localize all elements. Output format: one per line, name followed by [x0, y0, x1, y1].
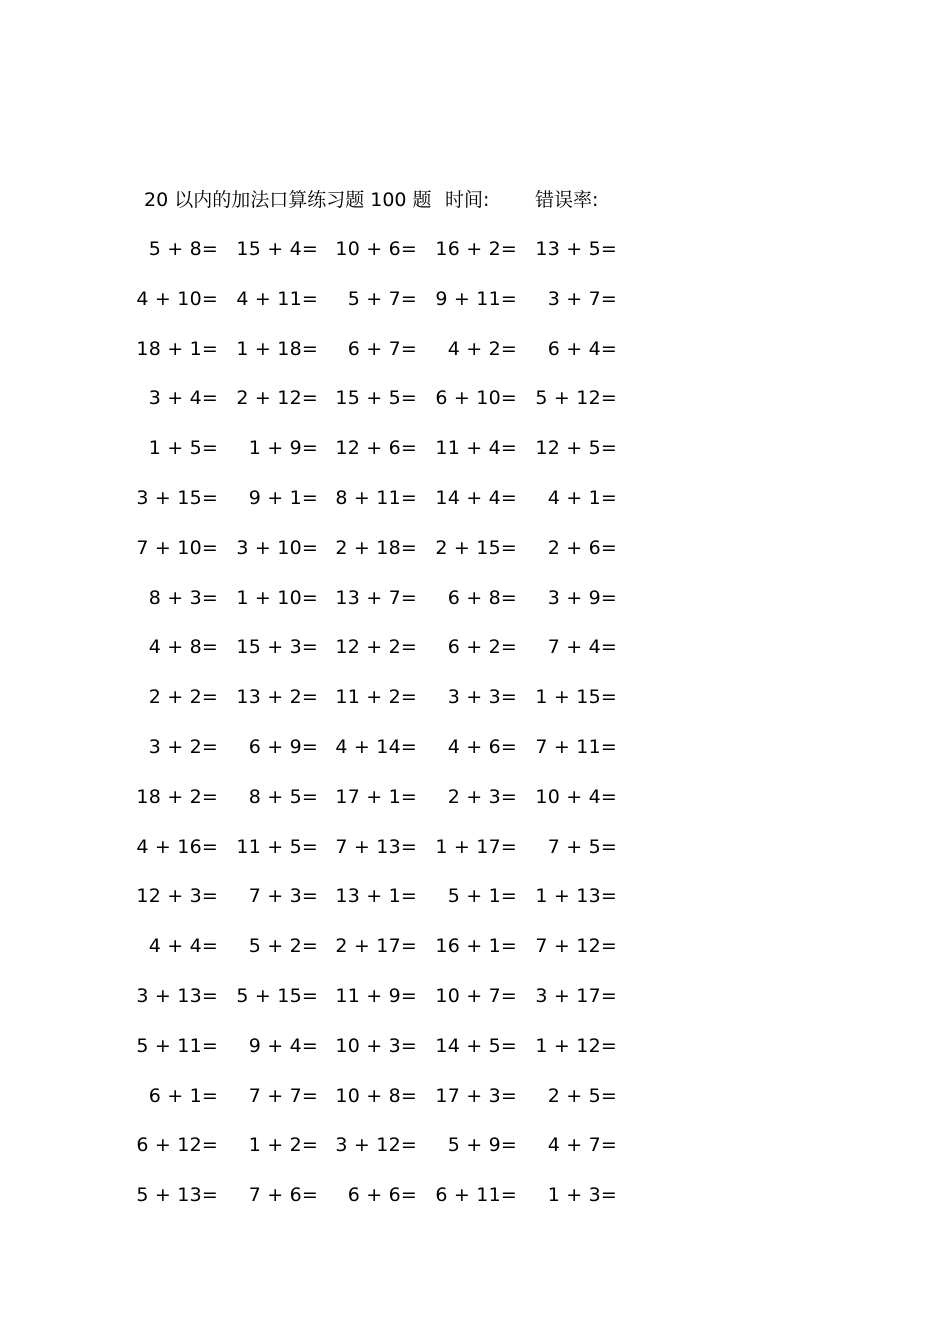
- problem-item: 6 + 11=: [435, 1184, 517, 1207]
- problem-item: 9 + 11=: [435, 287, 517, 310]
- problem-item: 7 + 6=: [248, 1184, 318, 1207]
- problem-item: 1 + 15=: [535, 686, 617, 709]
- problem-item: 4 + 8=: [148, 636, 218, 659]
- problem-item: 5 + 9=: [447, 1134, 517, 1157]
- problem-item: 16 + 2=: [435, 238, 517, 260]
- problem-item: 4 + 10=: [136, 287, 218, 310]
- problem-item: 10 + 3=: [335, 1034, 417, 1057]
- problem-item: 7 + 3=: [248, 885, 318, 908]
- problem-item: 2 + 18=: [335, 536, 417, 559]
- problem-item: 7 + 12=: [535, 935, 617, 958]
- problem-item: 14 + 5=: [435, 1034, 517, 1057]
- problem-item: 1 + 13=: [535, 885, 617, 908]
- problem-item: 12 + 3=: [136, 885, 218, 908]
- problem-item: 2 + 2=: [148, 686, 218, 709]
- problem-item: 2 + 12=: [236, 387, 318, 410]
- problem-item: 6 + 6=: [347, 1184, 417, 1207]
- problem-item: 1 + 18=: [236, 337, 318, 360]
- problem-item: 5 + 13=: [136, 1184, 218, 1207]
- problem-item: 11 + 5=: [236, 835, 318, 858]
- problem-item: 9 + 4=: [248, 1034, 318, 1057]
- problem-item: 1 + 12=: [535, 1034, 617, 1057]
- problem-item: 6 + 2=: [447, 636, 517, 659]
- problem-item: 3 + 10=: [236, 536, 318, 559]
- problem-item: 7 + 7=: [248, 1084, 318, 1107]
- problem-item: 8 + 3=: [148, 586, 218, 609]
- problem-item: 3 + 9=: [547, 586, 617, 609]
- problem-item: 7 + 11=: [535, 736, 617, 758]
- problem-item: 5 + 11=: [136, 1034, 218, 1057]
- problem-item: 5 + 15=: [236, 985, 318, 1007]
- problem-item: 11 + 4=: [435, 437, 517, 460]
- problem-item: 8 + 5=: [248, 785, 318, 808]
- problem-item: 18 + 1=: [136, 337, 218, 360]
- problem-item: 6 + 7=: [347, 337, 417, 360]
- problem-item: 3 + 7=: [547, 287, 617, 310]
- problem-item: 4 + 7=: [547, 1134, 617, 1157]
- problem-item: 13 + 5=: [535, 238, 617, 260]
- problem-item: 3 + 12=: [335, 1134, 417, 1157]
- problem-item: 3 + 2=: [148, 736, 218, 758]
- problem-item: 2 + 5=: [547, 1084, 617, 1107]
- problem-item: 6 + 9=: [248, 736, 318, 758]
- problem-item: 9 + 1=: [248, 487, 318, 509]
- problem-item: 1 + 3=: [547, 1184, 617, 1207]
- problem-item: 5 + 2=: [248, 935, 318, 958]
- problem-item: 2 + 3=: [447, 785, 517, 808]
- problem-item: 11 + 9=: [335, 985, 417, 1007]
- problem-item: 3 + 13=: [136, 985, 218, 1007]
- problem-item: 18 + 2=: [136, 785, 218, 808]
- problem-item: 13 + 7=: [335, 586, 417, 609]
- problem-item: 1 + 9=: [248, 437, 318, 460]
- problem-item: 15 + 3=: [236, 636, 318, 659]
- problem-item: 7 + 13=: [335, 835, 417, 858]
- problem-item: 1 + 2=: [248, 1134, 318, 1157]
- problem-item: 15 + 4=: [236, 238, 318, 260]
- problem-item: 13 + 1=: [335, 885, 417, 908]
- problem-item: 17 + 1=: [335, 785, 417, 808]
- problem-item: 6 + 4=: [547, 337, 617, 360]
- problem-item: 3 + 4=: [148, 387, 218, 410]
- problem-item: 14 + 4=: [435, 487, 517, 509]
- problem-item: 7 + 4=: [547, 636, 617, 659]
- problem-item: 4 + 11=: [236, 287, 318, 310]
- problem-item: 4 + 16=: [136, 835, 218, 858]
- problem-item: 6 + 12=: [136, 1134, 218, 1157]
- problem-item: 4 + 4=: [148, 935, 218, 958]
- problem-item: 2 + 15=: [435, 536, 517, 559]
- worksheet-title: 20 以内的加法口算练习题 100 题: [144, 189, 432, 211]
- problem-item: 5 + 12=: [535, 387, 617, 410]
- problem-item: 1 + 17=: [435, 835, 517, 858]
- time-label: 时间:: [445, 189, 490, 211]
- problem-item: 4 + 14=: [335, 736, 417, 758]
- problem-item: 12 + 5=: [535, 437, 617, 460]
- problem-item: 2 + 17=: [335, 935, 417, 958]
- problem-item: 1 + 10=: [236, 586, 318, 609]
- problem-item: 10 + 8=: [335, 1084, 417, 1107]
- problem-item: 3 + 3=: [447, 686, 517, 709]
- problem-item: 5 + 8=: [148, 238, 218, 260]
- problem-item: 3 + 15=: [136, 487, 218, 509]
- problem-item: 2 + 6=: [547, 536, 617, 559]
- problem-item: 13 + 2=: [236, 686, 318, 709]
- problem-item: 10 + 6=: [335, 238, 417, 260]
- problem-item: 3 + 17=: [535, 985, 617, 1007]
- problem-item: 11 + 2=: [335, 686, 417, 709]
- problem-item: 5 + 7=: [347, 287, 417, 310]
- problem-item: 6 + 1=: [148, 1084, 218, 1107]
- error-rate-label: 错误率:: [535, 189, 599, 211]
- problem-item: 4 + 6=: [447, 736, 517, 758]
- problem-item: 12 + 6=: [335, 437, 417, 460]
- problem-item: 1 + 5=: [148, 437, 218, 460]
- problem-item: 17 + 3=: [435, 1084, 517, 1107]
- problem-item: 4 + 1=: [547, 487, 617, 509]
- problem-item: 15 + 5=: [335, 387, 417, 410]
- problem-item: 6 + 8=: [447, 586, 517, 609]
- problem-item: 5 + 1=: [447, 885, 517, 908]
- problem-item: 16 + 1=: [435, 935, 517, 958]
- problem-item: 10 + 7=: [435, 985, 517, 1007]
- problem-item: 4 + 2=: [447, 337, 517, 360]
- problem-item: 12 + 2=: [335, 636, 417, 659]
- problem-item: 8 + 11=: [335, 487, 417, 509]
- problem-item: 7 + 10=: [136, 536, 218, 559]
- problem-item: 6 + 10=: [435, 387, 517, 410]
- problem-item: 10 + 4=: [535, 785, 617, 808]
- problem-item: 7 + 5=: [547, 835, 617, 858]
